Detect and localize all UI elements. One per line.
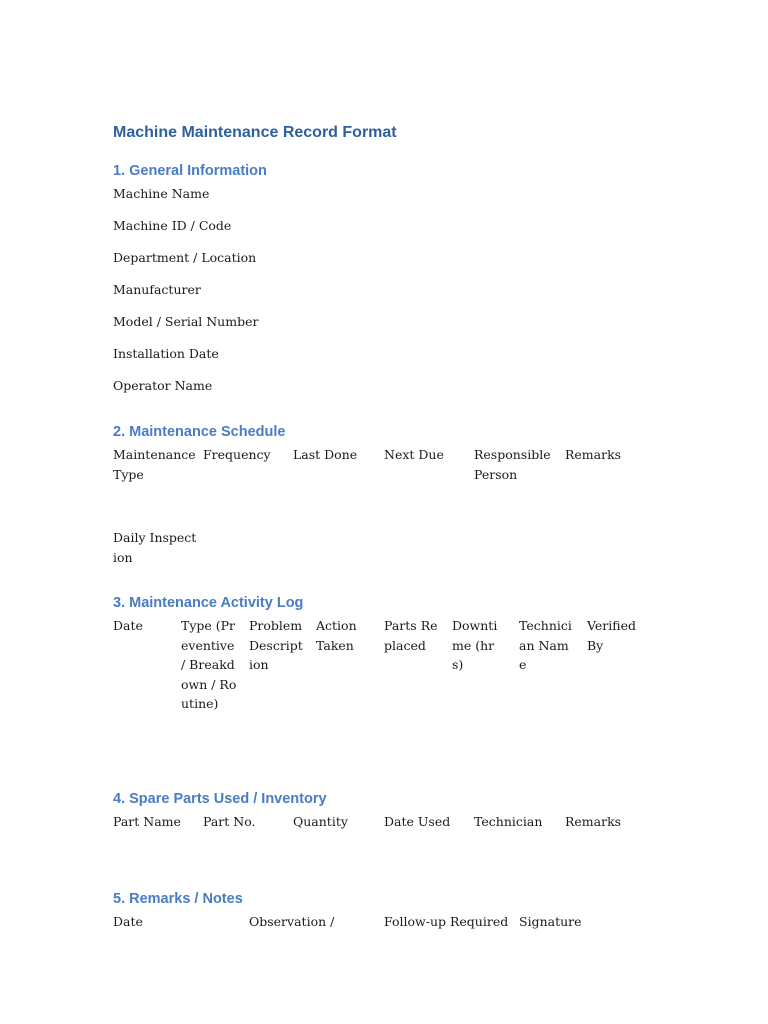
section-activity-heading: 3. Maintenance Activity Log [113,595,304,611]
remarks-header-follow-up: Follow-up Required [384,914,509,929]
activity-header-date: Date [113,618,143,633]
activity-header-type: Type (Preventive / Breakdown / Routine) [181,618,237,711]
parts-header-part-name: Part Name [113,814,181,829]
activity-header-action-taken: Action Taken [316,618,357,653]
field-machine-id: Machine ID / Code [113,218,232,233]
schedule-header-responsible-person: Responsible Person [474,447,551,482]
activity-header-parts-replaced: Parts Replaced [384,618,438,653]
parts-header-date-used: Date Used [384,814,451,829]
section-parts-heading: 4. Spare Parts Used / Inventory [113,791,327,807]
schedule-header-next-due: Next Due [384,447,444,462]
parts-header-technician: Technician [474,814,543,829]
schedule-header-last-done: Last Done [293,447,358,462]
field-manufacturer: Manufacturer [113,282,201,297]
remarks-header-signature: Signature [519,914,582,929]
parts-header-remarks: Remarks [565,814,622,829]
parts-header-quantity: Quantity [293,814,348,829]
section-remarks-heading: 5. Remarks / Notes [113,891,243,907]
schedule-header-remarks: Remarks [565,447,622,462]
parts-header-part-no: Part No. [203,814,256,829]
section-general-heading: 1. General Information [113,163,267,179]
activity-header-verified-by: Verified By [587,618,636,653]
activity-header-technician-name: Technician Name [519,618,572,672]
schedule-row-maintenance-type: Daily Inspection [113,530,197,565]
field-machine-name: Machine Name [113,186,210,201]
document-title: Machine Maintenance Record Format [113,124,397,141]
field-model-serial: Model / Serial Number [113,314,259,329]
remarks-header-date: Date [113,914,143,929]
activity-header-problem-description: Problem Description [249,618,303,672]
field-installation-date: Installation Date [113,346,219,361]
activity-header-downtime: Downtime (hrs) [452,618,498,672]
schedule-header-frequency: Frequency [203,447,271,462]
field-operator-name: Operator Name [113,378,213,393]
schedule-header-maintenance-type: Maintenance Type [113,447,196,482]
section-schedule-heading: 2. Maintenance Schedule [113,424,286,440]
field-department: Department / Location [113,250,257,265]
remarks-header-observation: Observation / [249,914,335,929]
